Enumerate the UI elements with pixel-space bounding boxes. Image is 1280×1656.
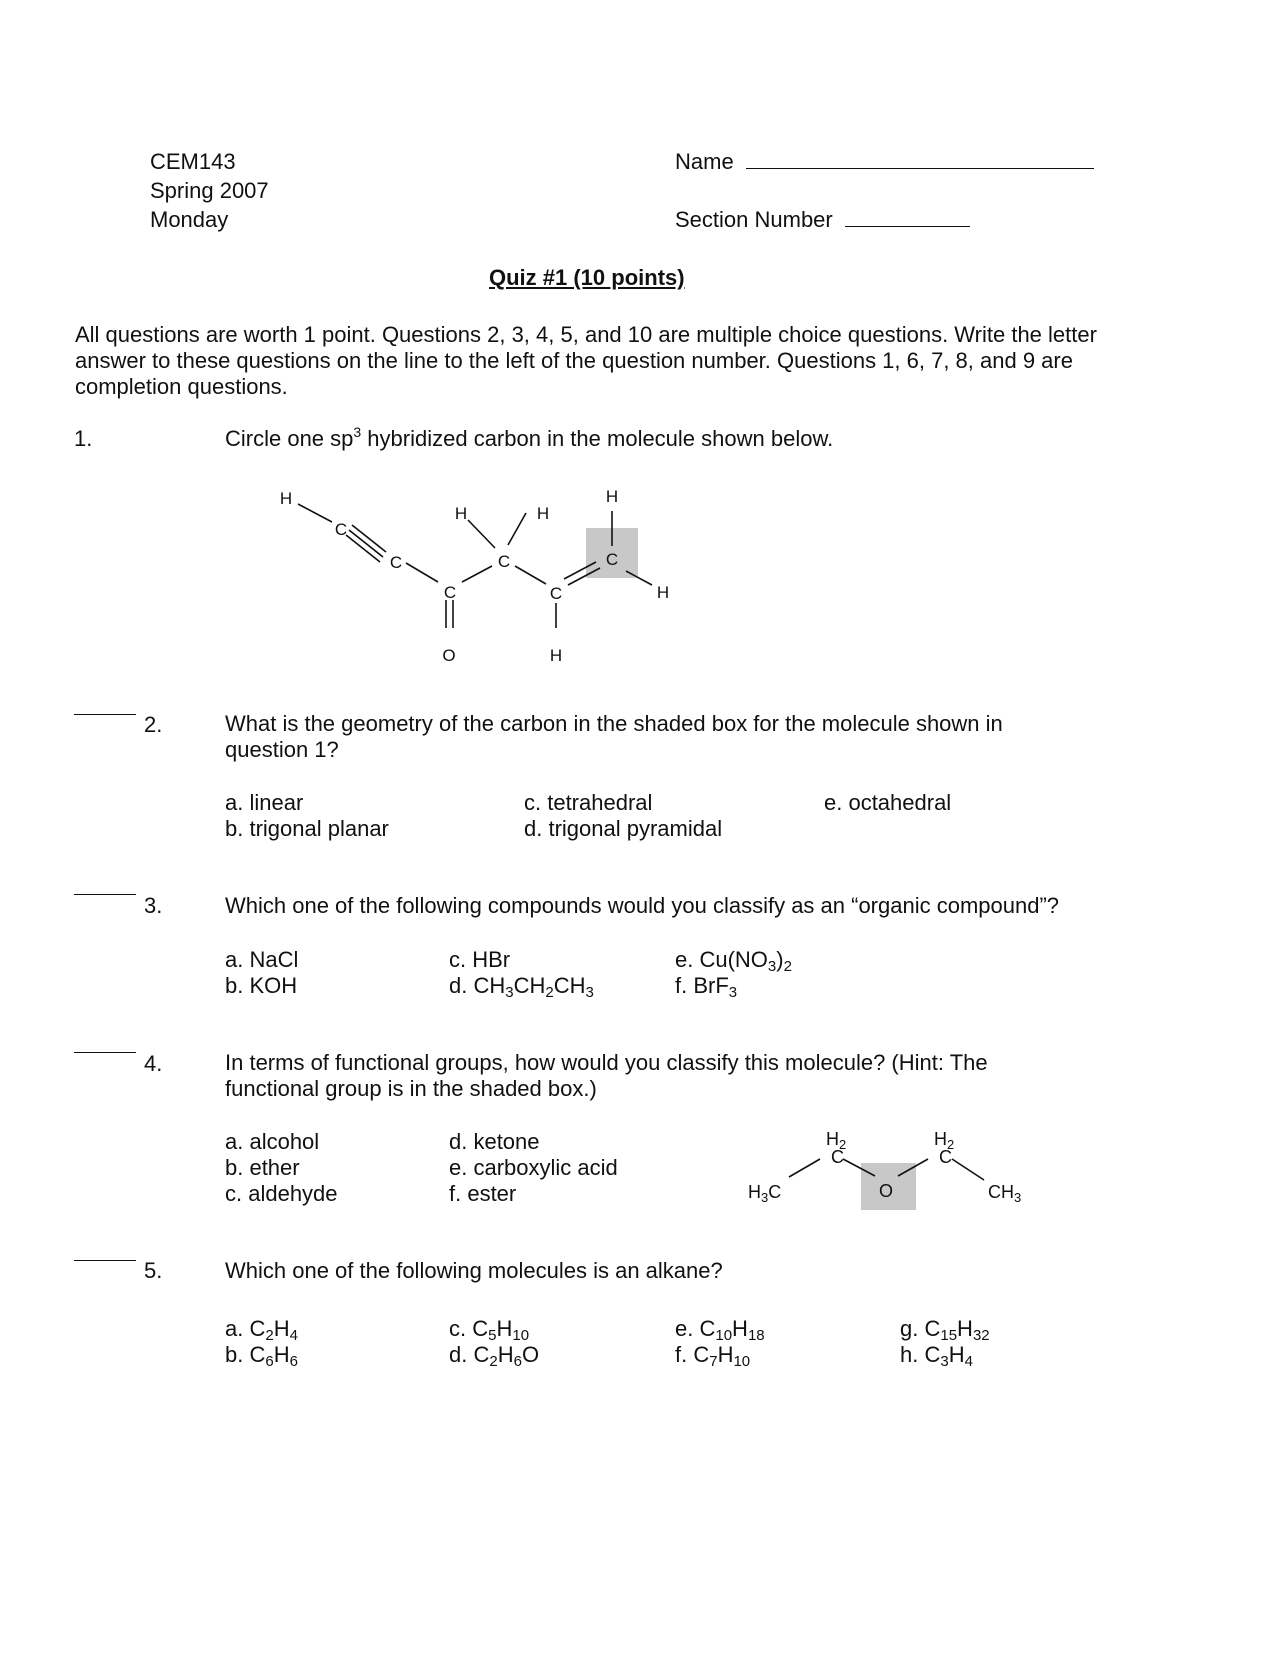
atom-h-6: H (656, 583, 670, 602)
q3-option-c: c. HBr (449, 947, 511, 972)
q4-text: In terms of functional groups, how would you classify this molecule? (Hint: The functional group is in the shaded box.) (225, 1050, 988, 1101)
day: Monday (150, 207, 229, 232)
atom-c-3: C (443, 583, 457, 602)
q3-option-b: b. KOH (225, 973, 298, 998)
instructions: All questions are worth 1 point. Questions 2, 3, 4, 5, and 10 are multiple choice questions. Write the letter answer to these questions on the line to the left of the question number. Questions 1, 6, 7, 8, and 9 are completion questions. (75, 322, 1097, 399)
q4-h3c-group: $H_3C$ (748, 1182, 782, 1205)
q4-oxygen: O (879, 1181, 894, 1201)
q4-option-d: d. ketone (449, 1129, 540, 1154)
q4-number: 4. (144, 1051, 163, 1076)
q2-text: What is the geometry of the carbon in the shaded box for the molecule shown in question 1? (225, 711, 1003, 762)
q3-option-a: a. NaCl (225, 947, 299, 972)
q5-option-a: a. $C_2H_4$ (225, 1316, 298, 1344)
atom-c-2: C (389, 553, 403, 572)
q5-number: 5. (144, 1258, 163, 1283)
atom-h-1: H (279, 489, 293, 508)
q5-options-col2 (449, 1316, 539, 1368)
name-label: Name (675, 149, 734, 174)
q5-option-c: c. $C_5H_{10}$ (449, 1316, 530, 1344)
q4-ch2-group-left: $H_2$ C (826, 1129, 847, 1167)
section-label: Section Number (675, 207, 833, 232)
q1-superscript: 3 (353, 424, 362, 440)
atom-h-2: H (454, 504, 468, 523)
q3-number: 3. (144, 893, 163, 918)
q2-option-c: c. tetrahedral (524, 790, 653, 815)
course-code: CEM143 (150, 149, 236, 174)
atom-h-4: H (549, 646, 563, 665)
q2-option-a: a. linear (225, 790, 304, 815)
atom-c-5: C (549, 584, 563, 603)
q5-option-f: f. $C_7H_{10}$ (675, 1342, 751, 1370)
q4-ch3-group: $CH_3$ (988, 1182, 1022, 1205)
q3-option-f: f. BrF$_3$ (675, 973, 738, 1001)
q5-options-col4 (900, 1316, 990, 1368)
q1-text-before: Circle one sp (225, 426, 354, 451)
atom-c-1: C (334, 520, 348, 539)
q5-options-col1 (225, 1316, 298, 1368)
atom-c-4: C (497, 552, 511, 571)
atom-h-5: H (605, 487, 619, 506)
q2-option-b: b. trigonal planar (225, 816, 389, 841)
q3-option-e: e. $Cu(NO_3)_2$ (675, 947, 792, 975)
atom-o-1: O (442, 646, 456, 665)
q5-option-d: d. $C_2H_6O$ (449, 1342, 540, 1370)
q5-option-b: b. $C_6H_6$ (225, 1342, 298, 1370)
q4-ch2-group-right: $H_2$ C (934, 1129, 955, 1167)
q2-number: 2. (144, 712, 163, 737)
q4-option-e: e. carboxylic acid (449, 1155, 618, 1180)
q4-option-b: b. ether (225, 1155, 300, 1180)
q5-option-g: g. $C_{15}H_{32}$ (900, 1316, 990, 1344)
q2-option-d: d. trigonal pyramidal (524, 816, 723, 841)
q3-option-d: d. $CH_3CH_2CH_3$ (449, 973, 594, 1001)
atom-h-3: H (536, 504, 550, 523)
q2-option-e: e. octahedral (824, 790, 952, 815)
q5-options-col3 (675, 1316, 765, 1368)
q1-text-after: hybridized carbon in the molecule shown below. (361, 426, 834, 451)
term: Spring 2007 (150, 178, 269, 203)
q1-number: 1. (74, 426, 93, 451)
atom-c-6: C (605, 550, 619, 569)
q5-option-h: h. $C_3H_4$ (900, 1342, 973, 1370)
quiz-title: Quiz #1 (10 points) (489, 265, 685, 290)
q4-option-a: a. alcohol (225, 1129, 320, 1154)
q4-option-c: c. aldehyde (225, 1181, 338, 1206)
q4-option-f: f. ester (449, 1181, 517, 1206)
q5-text: Which one of the following molecules is an alkane? (225, 1258, 723, 1283)
q5-answer-line[interactable] (74, 1260, 136, 1261)
q5-option-e: e. $C_{10}H_{18}$ (675, 1316, 765, 1344)
q3-text: Which one of the following compounds would you classify as an “organic compound”? (225, 893, 1060, 918)
